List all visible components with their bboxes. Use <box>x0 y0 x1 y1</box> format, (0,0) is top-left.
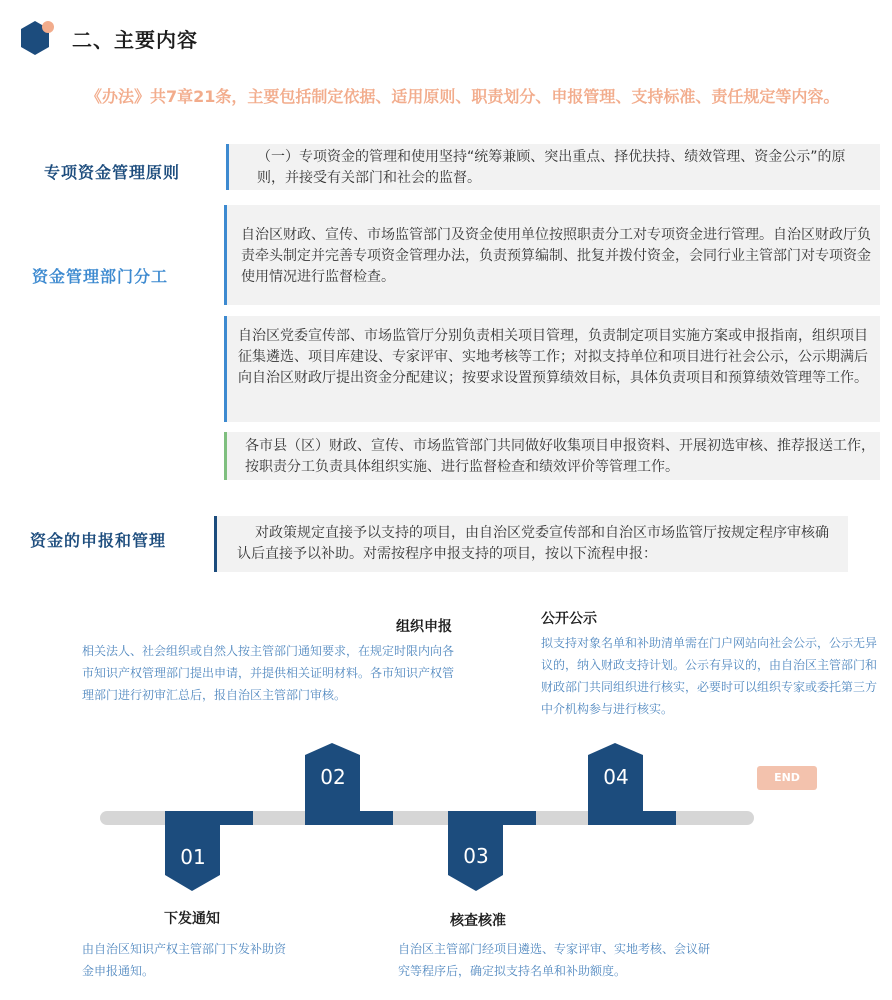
page-title: 二、主要内容 <box>72 28 198 52</box>
step-title-01: 下发通知 <box>164 911 220 927</box>
division-box-1: 自治区财政、宣传、市场监管部门及资金使用单位按照职责分工对专项资金进行管理。自治区财政厅负责牵头制定并完善专项资金管理办法，负责预算编制、批复并拨付资金，会同行业主管部门对专项资金使用情况进行监督检查。 <box>224 205 880 305</box>
application-box: 对政策规定直接予以支持的项目，由自治区党委宣传部和自治区市场监管厅按规定程序审核确认后直接予以补助。对需按程序申报支持的项目，按以下流程申报： <box>214 516 848 572</box>
step-desc-04: 拟支持对象名单和补助清单需在门户网站向社会公示，公示无异议的，纳入财政支持计划。公示有异议的，由自治区主管部门和财政部门共同组织进行核实，必要时可以组织专家或委托第三方中介机构参与进行核实。 <box>541 636 878 716</box>
principle-label: 专项资金管理原则 <box>44 163 181 182</box>
step-desc-02: 相关法人、社会组织或自然人按主管部门通知要求，在规定时限内向各市知识产权管理部门提出申请，并提供相关证明材料。各市知识产权管理部门进行初审汇总后，报自治区主管部门审核。 <box>82 644 455 702</box>
principle-box: （一）专项资金的管理和使用坚持“统筹兼顾、突出重点、择优扶持、绩效管理、资金公示”的原则，并接受有关部门和社会的监督。 <box>226 144 880 190</box>
division-box-2: 自治区党委宣传部、市场监管厅分别负责相关项目管理，负责制定项目实施方案或申报指南，组织项目征集遴选、项目库建设、专家评审、实地考核等工作；对拟支持单位和项目进行社会公示，公示期满后向自治区财政厅提出资金分配建议；按要求设置预算绩效目标，具体负责项目和预算绩效管理等工作。 <box>224 316 880 422</box>
end-badge: END <box>757 766 817 790</box>
step-number-04: 04 <box>603 765 629 789</box>
step-number-02: 02 <box>320 765 346 789</box>
step-number-01: 01 <box>180 845 206 869</box>
process-timeline <box>0 735 892 895</box>
hexagon-icon <box>18 18 62 62</box>
step-number-03: 03 <box>463 844 489 868</box>
step-desc-03: 自治区主管部门经项目遴选、专家评审、实地考核、会议研究等程序后，确定拟支持名单和补助额度。 <box>398 942 711 978</box>
step-title-02: 组织申报 <box>396 619 452 635</box>
intro-text: 《办法》共7章21条，主要包括制定依据、适用原则、职责划分、申报管理、支持标准、责任规定等内容。 <box>86 87 840 106</box>
step-desc-01: 由自治区知识产权主管部门下发补助资金申报通知。 <box>82 942 287 978</box>
division-box-3: 各市县（区）财政、宣传、市场监管部门共同做好收集项目申报资料、开展初选审核、推荐报送工作，按职责分工负责具体组织实施、进行监督检查和绩效评价等管理工作。 <box>224 432 880 480</box>
step-title-04: 公开公示 <box>541 611 597 627</box>
application-label: 资金的申报和管理 <box>30 531 167 550</box>
step-title-03: 核查核准 <box>450 913 506 929</box>
division-label: 资金管理部门分工 <box>32 267 169 286</box>
